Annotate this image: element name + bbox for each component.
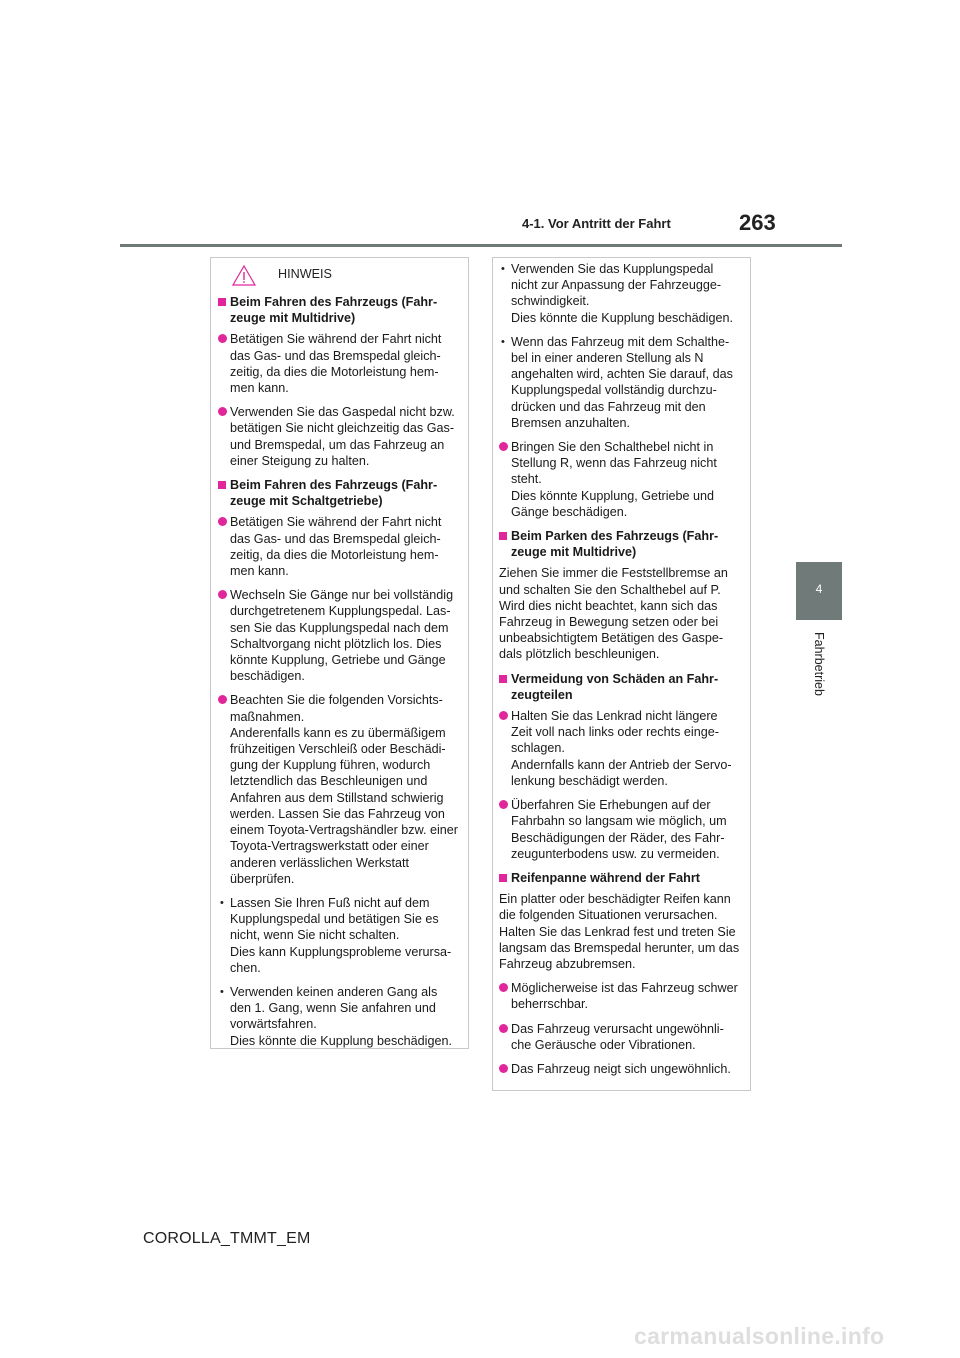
section-heading: Beim Parken des Fahrzeugs (Fahr-zeuge mit Multidrive)	[499, 528, 741, 560]
bullet-item: Das Fahrzeug neigt sich ungewöhnlich.	[499, 1061, 741, 1077]
notice-content-left	[218, 294, 459, 1049]
bullet-item: Beachten Sie die folgenden Vorsichts-maßnahmen. Anderenfalls kann es zu übermäßigem frühzeitigen Verschleiß oder Beschädi-gung der Kupplung führen, wodurch letztendlich das Beschleunigen und Anfahren aus dem Stillstand schwierig werden. Lassen Sie das Fahrzeug von einem Toyota-Vertragshändler bzw. einer Toyota-Vertragswerkstatt oder einer anderen verlässlichen Werkstatt überprüfen.	[218, 692, 459, 886]
chapter-label-text: Fahrbetrieb	[812, 632, 826, 696]
footer-code: COROLLA_TMMT_EM	[143, 1230, 311, 1247]
notice-label: HINWEIS	[278, 267, 332, 281]
notice-box-left	[210, 257, 469, 1049]
bullet-item: Bringen Sie den Schalthebel nicht in Stellung R, wenn das Fahrzeug nicht steht. Dies könnte Kupplung, Getriebe und Gänge beschädigen.	[499, 439, 741, 520]
section-title: 4-1. Vor Antritt der Fahrt	[522, 216, 671, 231]
page-number: 263	[739, 210, 776, 235]
paragraph: Ein platter oder beschädigter Reifen kann die folgenden Situationen verursachen. Halten Sie das Lenkrad fest und treten Sie langsam das Bremspedal herunter, um das Fahrzeug abzubremsen.	[499, 892, 740, 971]
section-heading: Reifenpanne während der Fahrt	[499, 870, 741, 886]
sub-bullet-item: • Verwenden keinen anderen Gang als den 1. Gang, wenn Sie anfahren und vorwärtsfahren. Dies könnte die Kupplung beschädigen.	[218, 984, 459, 1049]
section-heading: Beim Fahren des Fahrzeugs (Fahr-zeuge mit Schaltgetriebe)	[218, 477, 459, 509]
paragraph: Ziehen Sie immer die Feststellbremse an und schalten Sie den Schalthebel auf P. Wird dies nicht beachtet, kann sich das Fahrzeug in Bewegung setzen oder bei unbeabsichtigtem Betätigen des Gaspe-dals plötzlich beschleunigen.	[499, 566, 728, 662]
watermark: carmanualsonline.info	[634, 1323, 885, 1349]
header-divider	[120, 244, 842, 247]
chapter-label	[796, 632, 842, 752]
notice-content-right	[499, 261, 741, 1077]
notice-header	[218, 264, 459, 294]
section-heading: Vermeidung von Schäden an Fahr-zeugteilen	[499, 671, 741, 703]
bullet-item: Möglicherweise ist das Fahrzeug schwer beherrschbar.	[499, 980, 741, 1012]
sub-bullet-item: • Lassen Sie Ihren Fuß nicht auf dem Kupplungspedal und betätigen Sie es nicht, wenn Sie nicht schalten. Dies kann Kupplungsprobleme verursa-chen.	[218, 895, 459, 976]
chapter-tab	[796, 562, 842, 620]
bullet-item: Verwenden Sie das Gaspedal nicht bzw. betätigen Sie nicht gleichzeitig das Gas- und Bremspedal, um das Fahrzeug an einer Steigung zu halten.	[218, 404, 459, 469]
bullet-item: Betätigen Sie während der Fahrt nicht das Gas- und das Bremspedal gleich-zeitig, da dies die Motorleistung hem-men kann.	[218, 331, 459, 396]
warning-triangle-icon	[232, 265, 256, 290]
bullet-item: Betätigen Sie während der Fahrt nicht das Gas- und das Bremspedal gleich-zeitig, da dies die Motorleistung hem-men kann.	[218, 514, 459, 579]
bullet-item: Halten Sie das Lenkrad nicht längere Zeit voll nach links oder rechts einge-schlagen. Andernfalls kann der Antrieb der Servo-lenkung beschädigt werden.	[499, 708, 741, 789]
bullet-item: Wechseln Sie Gänge nur bei vollständig durchgetretenem Kupplungspedal. Las-sen Sie das Kupplungspedal nach dem Schaltvorgang nicht plötzlich los. Dies könnte Kupplung, Getriebe und Gänge beschädigen.	[218, 587, 459, 684]
sub-bullet-item: • Wenn das Fahrzeug mit dem Schalthe-bel in einer anderen Stellung als N angehalten wird, achten Sie darauf, das Kupplungspedal vollständig durchzu-drücken und das Fahrzeug mit den Bremsen anzuhalten.	[499, 334, 741, 431]
bullet-item: Überfahren Sie Erhebungen auf der Fahrbahn so langsam wie möglich, um Beschädigungen der Räder, des Fahr-zeugunterbodens usw. zu vermeiden.	[499, 797, 741, 862]
notice-box-right	[492, 257, 751, 1091]
section-heading: Beim Fahren des Fahrzeugs (Fahr-zeuge mit Multidrive)	[218, 294, 459, 326]
bullet-item: Das Fahrzeug verursacht ungewöhnli-che Geräusche oder Vibrationen.	[499, 1021, 741, 1053]
sub-bullet-item: • Verwenden Sie das Kupplungspedal nicht zur Anpassung der Fahrzeugge-schwindigkeit. Dies könnte die Kupplung beschädigen.	[499, 261, 741, 326]
chapter-number: 4	[815, 582, 823, 596]
